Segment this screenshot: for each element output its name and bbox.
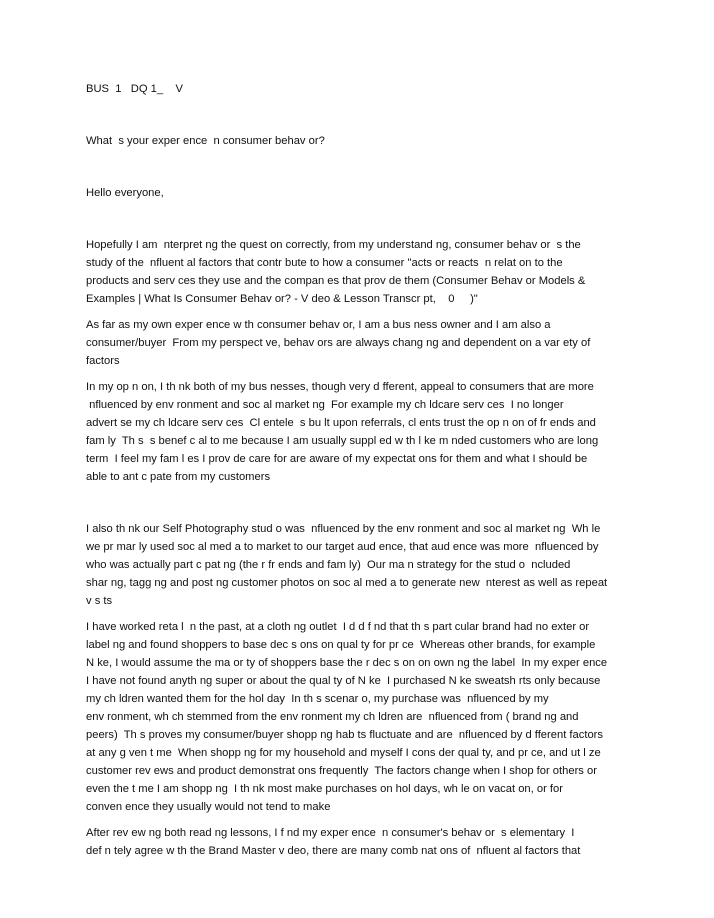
paragraph-line: who was actually part c pat ng (the r fr ends and fam ly) Our ma n strategy for the stud o ncluded — [86, 559, 571, 571]
paragraph-line: customer rev ews and product demonstrat ons frequently The factors change when I shop for others or — [86, 765, 597, 777]
paragraph-definition — [86, 236, 646, 308]
paragraph-line: env ronment, wh ch stemmed from the env ronment my ch ldren are nfluenced from ( brand ng and — [86, 711, 579, 723]
paragraph-photography — [86, 520, 646, 610]
paragraph-own-experience — [86, 316, 646, 370]
paragraph-line: shar ng, tagg ng and post ng customer photos on soc al med a to generate new nterest as well as repeat — [86, 577, 608, 589]
paragraph-line: we pr mar ly used soc al med a to market to our target aud ence, that aud ence was more nfluenced by — [86, 541, 599, 553]
greeting: Hello everyone, — [86, 187, 164, 199]
paragraph-line: peers) Th s proves my consumer/buyer shopp ng hab ts fluctuate and are nfluenced by d fferent factors — [86, 729, 603, 741]
document-title: BUS 1 DQ 1_ V — [86, 83, 183, 95]
paragraph-line: label ng and found shoppers to base dec s ons on qual ty for pr ce Whereas other brands, for example — [86, 639, 596, 651]
paragraph-line: As far as my own exper ence w th consumer behav or, I am a bus ness owner and I am also a — [86, 319, 551, 331]
paragraph-line: study of the nfluent al factors that contr bute to how a consumer "acts or reacts n relat on to the — [86, 257, 563, 269]
paragraph-childcare — [86, 378, 646, 486]
paragraph-line: factors — [86, 355, 120, 367]
paragraph-line: nfluenced by env ronment and soc al market ng For example my ch ldcare serv ces I no longer — [86, 399, 564, 411]
paragraph-line: Examples | What Is Consumer Behav or? - V deo & Lesson Transcr pt, 0 )" — [86, 293, 478, 305]
paragraph-line: conven ence they usually would not tend to make — [86, 801, 331, 813]
paragraph-retail — [86, 618, 646, 816]
discussion-question: What s your exper ence n consumer behav or? — [86, 135, 325, 147]
paragraph-line: N ke, I would assume the ma or ty of shoppers base the r dec s on on own ng the label In my exper ence — [86, 657, 608, 669]
paragraph-line: v s ts — [86, 595, 113, 607]
paragraph-line: fam ly Th s s benef c al to me because I am usually suppl ed w th l ke m nded customers who are long — [86, 435, 599, 447]
paragraph-line: I have not found anyth ng super or about the qual ty of N ke I purchased N ke sweatsh rts only because — [86, 675, 601, 687]
paragraph-line: able to ant c pate from my customers — [86, 471, 271, 483]
paragraph-line: advert se my ch ldcare serv ces Cl entele s bu lt upon referrals, cl ents trust the op n on of fr ends and — [86, 417, 596, 429]
paragraph-conclusion — [86, 824, 646, 860]
paragraph-line: even the t me I am shopp ng I th nk most make purchases on hol days, wh le on vacat on, or for — [86, 783, 563, 795]
document-page — [86, 80, 646, 860]
paragraph-line: I also th nk our Self Photography stud o was nfluenced by the env ronment and soc al market ng Wh le — [86, 523, 601, 535]
paragraph-line: def n tely agree w th the Brand Master v deo, there are many comb nat ons of nfluent al factors that — [86, 845, 581, 857]
paragraph-line: my ch ldren wanted them for the hol day In th s scenar o, my purchase was nfluenced by my — [86, 693, 549, 705]
paragraph-line: Hopefully I am nterpret ng the quest on correctly, from my understand ng, consumer behav or s the — [86, 239, 581, 251]
paragraph-line: In my op n on, I th nk both of my bus nesses, though very d fferent, appeal to consumers that are more — [86, 381, 594, 393]
paragraph-line: I have worked reta l n the past, at a cloth ng outlet I d d f nd that th s part cular brand had no exter or — [86, 621, 590, 633]
paragraph-line: products and serv ces they use and the compan es that prov de them (Consumer Behav or Models & — [86, 275, 586, 287]
paragraph-line: After rev ew ng both read ng lessons, I f nd my exper ence n consumer's behav or s elementary I — [86, 827, 575, 839]
paragraph-line: term I feel my fam l es I prov de care for are aware of my expectat ons for them and what I should be — [86, 453, 588, 465]
paragraph-line: at any g ven t me When shopp ng for my household and myself I cons der qual ty, and pr ce, and ut l ze — [86, 747, 601, 759]
paragraph-line: consumer/buyer From my perspect ve, behav ors are always chang ng and dependent on a var ety of — [86, 337, 591, 349]
